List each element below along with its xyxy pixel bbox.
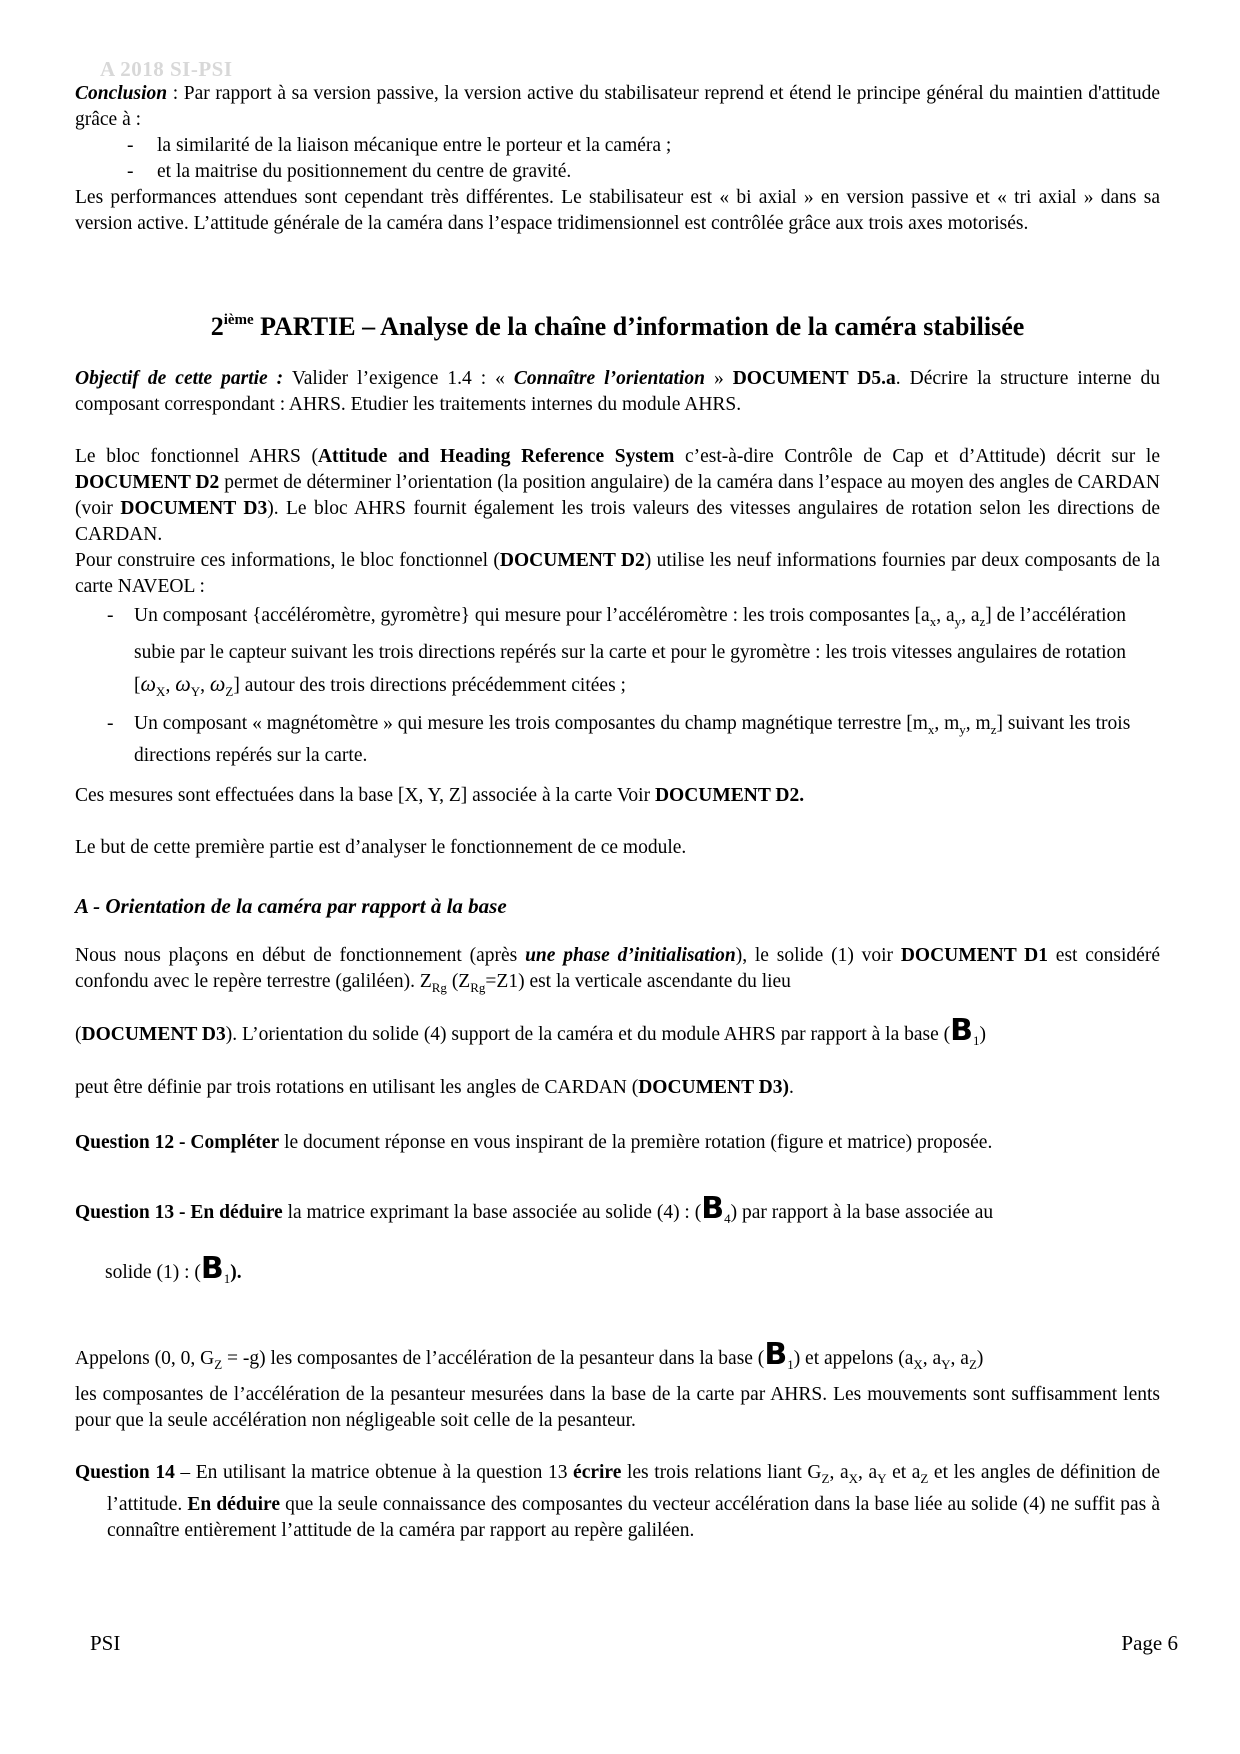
- sub: y: [954, 613, 962, 629]
- text: ,: [829, 1462, 840, 1483]
- question-14: [75, 1460, 1160, 1544]
- section-a-paragraph: [75, 943, 1160, 1001]
- text: de l’accélération subie par le capteur suivant les trois directions repérés sur la carte et pour le gyromètre : les trois vitesses angulaires de rotation [: [134, 605, 1127, 696]
- text: c’est-à-dire Contrôle de Cap et d’Attitude) décrit sur le: [674, 446, 1160, 467]
- text: .: [788, 1077, 794, 1098]
- sub: 4: [724, 1210, 731, 1226]
- text: Un composant {accéléromètre, gyromètre} qui mesure pour l’accéléromètre : les trois composantes [a: [134, 605, 930, 626]
- text: ) par rapport à la base associée au: [730, 1202, 994, 1223]
- conclusion-block: [75, 81, 1160, 237]
- question-verb: En déduire: [190, 1202, 283, 1223]
- sub: Z: [821, 1470, 830, 1486]
- omega-symbol: ω: [175, 670, 191, 696]
- question-label: Question 12 -: [75, 1132, 191, 1153]
- doc-ref: DOCUMENT D3): [638, 1077, 789, 1098]
- question-verb: écrire: [573, 1462, 622, 1483]
- sub: 1: [223, 1270, 231, 1286]
- sub: x: [927, 721, 935, 737]
- objective-text: . Décrire la structure interne du composant correspondant : AHRS. Etudier les traitements internes du module AHRS.: [75, 368, 1161, 415]
- question-label: Question 14: [75, 1462, 175, 1483]
- ahrs-acronym-expansion: Attitude and Heading Reference System: [317, 446, 675, 467]
- ahrs-paragraph-1: [75, 444, 1160, 548]
- text: les trois relations liant G: [621, 1462, 822, 1483]
- doc-ref: DOCUMENT D3: [120, 498, 268, 519]
- list-item: - Un composant « magnétomètre » qui mesure les trois composantes du champ magnétique terrestre [$m_x$, $m_y$, $m_z$] suivant les trois directions repérés sur la carte.: [75, 711, 1160, 769]
- text: – En utilisant la matrice obtenue à la question 13: [174, 1462, 574, 1483]
- footer-page-number: Page 6: [1121, 1631, 1178, 1655]
- doc-ref: DOCUMENT D2.: [654, 785, 805, 806]
- section-a-paragraph-3: [75, 1075, 1160, 1101]
- text: 1): [508, 971, 525, 992]
- exam-code-header: A 2018 SI-PSI: [100, 57, 233, 81]
- text: a: [839, 1462, 849, 1483]
- sub: Y: [941, 1356, 951, 1372]
- sub: Rg: [431, 979, 447, 995]
- ahrs-block: [75, 444, 1160, 769]
- text: solide (1) : (: [105, 1262, 201, 1283]
- gravity-paragraph-2: [75, 1382, 1160, 1434]
- text: ). L’orientation du solide (4) support de la caméra et du module AHRS par rapport à la base (: [225, 1024, 951, 1045]
- text: ). Le bloc AHRS fournit également les trois valeurs des vitesses angulaires de rotation selon les directions de CARDAN.: [75, 498, 1160, 545]
- objective-paragraph: [75, 366, 1160, 418]
- goal-text: Le but de cette première partie est d’analyser le fonctionnement de ce module.: [75, 837, 687, 858]
- objective-doc-ref: DOCUMENT D5.a: [732, 368, 896, 389]
- omega-symbol: ω: [209, 670, 226, 696]
- text: et les angles de définition de l’attitude.: [107, 1462, 1161, 1515]
- sub: X: [913, 1356, 923, 1372]
- text: Le bloc fonctionnel AHRS (: [75, 446, 318, 467]
- sub: Z: [225, 683, 234, 699]
- text: ]: [996, 712, 1003, 734]
- objective-block: [75, 366, 1160, 418]
- sub: z: [990, 721, 997, 737]
- base-b-symbol: B: [950, 1013, 974, 1048]
- text: et a: [886, 1462, 921, 1483]
- text: les composantes de l’accélération de la pesanteur mesurées dans la base de la carte par AHRS. Les mouvements sont suffisamment lents pour que la seule accélération non négligeable soit celle de la pesanteur.: [75, 1384, 1160, 1431]
- list-item: - et la maitrise du positionnement du centre de gravité.: [75, 159, 1160, 185]
- sub: X: [848, 1470, 858, 1486]
- text: ]: [985, 605, 992, 626]
- objective-text: Valider l’exigence 1.4 : «: [283, 368, 514, 389]
- sub: X: [156, 683, 166, 699]
- question-verb: En déduire: [187, 1493, 280, 1515]
- text: Pour construire ces informations, le bloc fonctionnel (: [75, 550, 500, 571]
- part-title-text: PARTIE – Analyse de la chaîne d’information de la caméra stabilisée: [253, 312, 1025, 341]
- doc-ref: DOCUMENT D2: [499, 550, 645, 571]
- text: Ces mesures sont effectuées dans la base [X, Y, Z] associée à la carte Voir: [75, 785, 655, 806]
- sub: Rg: [470, 979, 486, 995]
- sub: Y: [190, 683, 201, 699]
- sub: z: [979, 613, 986, 629]
- omega-symbol: ω: [140, 670, 157, 696]
- text: ).: [230, 1262, 242, 1283]
- question-12: [75, 1130, 1160, 1156]
- conclusion-label: Conclusion: [75, 83, 168, 104]
- footer-left: PSI: [90, 1631, 121, 1655]
- text: ] autour des trois directions précédemment citées ;: [233, 674, 626, 696]
- text: suivant les trois directions repérés sur la carte.: [134, 712, 1131, 766]
- sub: Z: [214, 1356, 223, 1372]
- text: ) utilise les neuf informations fournies par deux composants de la carte NAVEOL :: [75, 550, 1160, 597]
- base-b-symbol: B: [701, 1191, 725, 1226]
- text: , a: [936, 605, 955, 626]
- base-b-symbol: B: [200, 1251, 224, 1286]
- section-a-paragraph-2: (DOCUMENT D3). L’orientation du solide (4) support de la caméra et du module AHRS par rapport à la base $(B_1)$: [75, 1013, 987, 1048]
- question-label: Question 13 -: [75, 1202, 191, 1223]
- doc-ref: DOCUMENT D1: [900, 945, 1049, 966]
- text: , a: [961, 605, 980, 626]
- text: ,: [965, 712, 976, 734]
- text: , a: [922, 1348, 942, 1369]
- question-13-continued: [105, 1251, 1155, 1292]
- text: Un composant « magnétomètre » qui mesure les trois composantes du champ magnétique terrestre [m: [134, 712, 928, 734]
- components-list: [75, 600, 1160, 769]
- objective-text: »: [704, 368, 733, 389]
- sub: 1: [973, 1032, 980, 1048]
- text: est considéré confondu avec le repère terrestre (galiléen). Z: [75, 945, 1160, 992]
- question-verb: Compléter: [190, 1132, 280, 1153]
- part-title: [75, 307, 1160, 340]
- text: le document réponse en vous inspirant de la première rotation (figure et matrice) proposée.: [279, 1132, 993, 1153]
- performance-paragraph: Les performances attendues sont cependant très différentes. Le stabilisateur est « bi axial » en version passive et « tri axial » dans sa version active. L’attitude générale de la caméra dans l’espace tridimensionnel est contrôlée grâce aux trois axes motorisés.: [75, 187, 1160, 234]
- text: que la seule connaissance des composantes du vecteur accélération dans la base liée au solide (4) ne suffit pas à connaître entièrement l’attitude de la caméra par rapport au repère galiléen.: [107, 1493, 1160, 1541]
- gravity-paragraph: Appelons (0, 0, $G_Z = -g$) les composantes de l’accélération de la pesanteur dans la base $(B_1)$ et appelons ($a_X$, $a_Y$, $a_Z$): [75, 1337, 984, 1372]
- text: permet de déterminer l’orientation (la position angulaire) de la caméra dans l’espace au moyen des angles de CARDAN (voir: [75, 472, 1160, 519]
- doc-ref: DOCUMENT D2: [75, 472, 220, 493]
- text: une phase d’initialisation: [525, 945, 736, 966]
- doc-ref: DOCUMENT D3: [81, 1024, 226, 1045]
- section-a-title: A - Orientation de la caméra par rapport à la base: [75, 894, 507, 918]
- part-number-sup: ième: [223, 312, 254, 328]
- sub: Z: [920, 1470, 929, 1486]
- text: Nous nous plaçons en début de fonctionnement (après: [75, 945, 526, 966]
- goal-paragraph: [75, 835, 1160, 861]
- text: ,: [934, 712, 945, 734]
- text: peut être définie par trois rotations en utilisant les angles de CARDAN (: [75, 1077, 639, 1098]
- text: ), le solide (1) voir: [735, 945, 901, 966]
- ahrs-paragraph-2: [75, 548, 1160, 600]
- measures-paragraph: [75, 783, 1160, 809]
- sub: Z: [968, 1356, 977, 1372]
- text: la matrice exprimant la base associée au solide (4) : (: [282, 1202, 702, 1223]
- base-b-symbol: B: [764, 1337, 788, 1372]
- list-item: - la similarité de la liaison mécanique entre le porteur et la caméra ;: [75, 133, 1160, 159]
- sub: Y: [877, 1470, 887, 1486]
- text: (Z: [451, 971, 471, 992]
- sub: x: [929, 613, 937, 629]
- conclusion-list: [75, 133, 1160, 185]
- text: , a: [950, 1348, 969, 1369]
- sub: 1: [787, 1356, 794, 1372]
- sub: y: [959, 721, 966, 737]
- text: est la verticale ascendante du lieu: [524, 971, 791, 992]
- text: , a: [857, 1462, 878, 1483]
- list-item: [75, 600, 1160, 707]
- text: =Z: [485, 971, 509, 992]
- text: ) et appelons (a: [793, 1348, 914, 1369]
- text: = -g) les composantes de l’accélération de la pesanteur dans la base (: [222, 1348, 765, 1369]
- part-number: 2: [210, 312, 224, 341]
- question-13: [75, 1191, 1160, 1232]
- text: Appelons (0, 0, G: [75, 1348, 215, 1369]
- conclusion-intro-text: : Par rapport à sa version passive, la version active du stabilisateur reprend et étend le principe général du maintien d'attitude grâce à :: [75, 83, 1160, 130]
- objective-label: Objectif de cette partie :: [75, 368, 284, 389]
- text: ,: [200, 674, 210, 696]
- text: ,: [165, 674, 176, 696]
- conclusion-intro: [75, 81, 1160, 133]
- objective-requirement: Connaître l’orientation: [513, 368, 705, 389]
